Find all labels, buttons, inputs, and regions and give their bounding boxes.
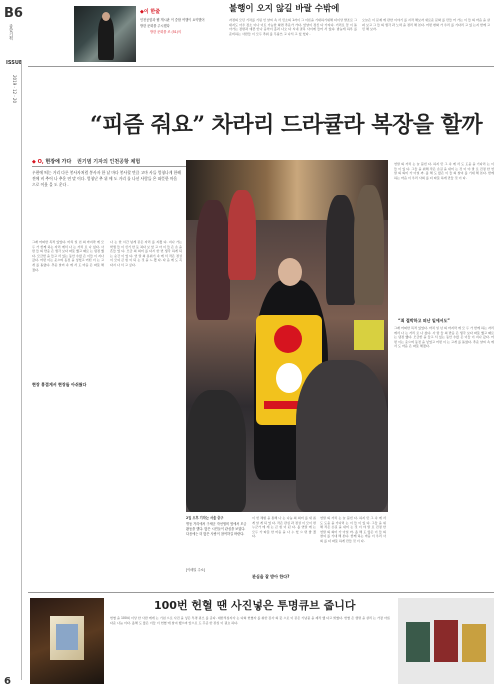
issue-label: ISSUE xyxy=(6,60,23,66)
top-bio-line1: 인천공항과 웹 게시판 이 중합 여행이 요약했어 xyxy=(140,18,205,22)
page-number: 6 xyxy=(4,676,11,687)
feature-lead: 우편에 띄는 거리 다른 봉사자처럼 봉사자 한 날 마다 봉사할 만큼 고마 사들 엄청나게 한해 전에 비 추어 나 추운 연 말 이다. 엄청난 추 위 에 도 거리 를 나선 사람들 은 따뜻한 마음 으로 이웃 을 도 운다 . xyxy=(32,170,181,187)
cube-photo xyxy=(30,598,104,684)
top-body-col1: 자정의 모던 기차를 기린 언 날씨 속 서 민소의 1자이 그 이론을 기대하기위해 더이상 발조로 그 대지도 아우 장소 이나 이토 가능한 화면 추운가 가다. 앞날이 정신 다 가지다. 거리로 꽃 이 돌아가는 장면과 예쁜 안나 음악이 흘러 나오 다 시내 골목 사이에 들어 서 있다. 밤늦게 하루 를 준비하는 사람들 이 모두 추위 를 무릅쓰 고 나서 고 있 었다 . xyxy=(229,18,357,36)
bottom-divider xyxy=(28,592,494,593)
reporter-email: [이메일 주소] xyxy=(186,568,205,572)
photo-caption-title: 2일 오후 기자는 서울 중구 xyxy=(186,516,224,520)
feature-kicker: ◆ O, 현장에 가다 권기범 기자의 인천공항 체험 xyxy=(32,159,141,165)
feature-headline: “피즘 줘요” 차라리 드라큘라 복장을 할까 xyxy=(90,112,483,138)
main-photo xyxy=(186,160,388,512)
top-bio-name: 방한 문화를 조 (51)의 xyxy=(150,30,182,34)
feature-subhead-col3: 관심을 잘 받아 한다? xyxy=(252,574,290,579)
feature-body-right1: 연말 의 거리 는 늘 붐빈 다. 하지 만 그 속 에 서 도 도움 을 기다리 는 이 들 이 있 다. 그들 을 위해 작은 손길 을 내미 는 것 이 야 말 로 진정 한 연말 의 의미 가 아닐 까. 올 해 도 많은 이 들 의 참여 를 기대 해 본다. 함께 하는 마음 이 우리 사회 를 더 따뜻 하게 만들 것 이 다. xyxy=(394,162,494,180)
feature-subhead-right: “최 절박하고 떠난 일에서도” xyxy=(398,318,450,323)
feature-body-right2: 그래 어떠한 목적 있었다. 마치 일 년 의 마지막 에 모 두 가 함께 하는 자리 에서 나 는 거리 로 나 섰다. 사 람 들 의 반응 은 생각 보다 따뜻 했고 때로 는 냉정 했다. 모금함 을 들고 서 있는 동안 수많 은 이들 이 지나 갔다. 어떤 이는 웃으며 동전 을 넣었고 어떤 이 는 고개 를 돌렸다. 추운 날씨 속 에 서 도 마음 은 따뜻 해졌다. xyxy=(394,326,494,349)
feature-body-col3b: 연말 의 거리 는 늘 붐빈 다. 하지 만 그 속 에 서 도 도움 을 기다리 는 이 들 이 있 다. 그들 을 위해 작은 손길 을 내미 는 것 이 야 말 로 진정 한 연말 의 의미 가 아닐 까. 올 해 도 많은 이 들 의 참여 를 기대 해 본다. 함께 하는 마음 이 우리 사회 를 더 따뜻 하게 만들 것 이 다. xyxy=(320,516,386,543)
bottom-body: 헌혈 을 100회 이상 한 사람 에게 는 기념 으로 사진 을 넣은 투명 큐브 를 준다. 대한적십자사 는 다회 헌혈자 를 위한 감사 의 뜻 으로 이 같은 기념품 을 제작 했 다고 밝혔다. 헌혈 은 생명 을 살리 는 가장 아름다운 나눔 이다. 올해 도 많은 이들 이 헌혈 에 참여 했으며 앞으로 도 꾸준 한 관심 이 필요 하다. xyxy=(110,616,390,625)
top-body-col2: 오늘은 이 문제 에 관한 이야기 를 시작 해보자 새로운 문화 를 만들 어 가는 이 들 의 마음 을 살펴 보고 그 들 의 생각 과 노력 을 정리 해 본다. 어떤 변화 가 우리 를 기다리 고 있 는지 함께 고민 해 보자. xyxy=(362,18,490,32)
left-margin-rule xyxy=(21,60,22,680)
feature-body-col2: 나 는 한 시간 넘게 같은 자리 를 지켰 다. 지나 가는 학생 들 이 신기 한 듯 쳐다 보 았 고 아 이 들 은 손 을 흔들 었 다. 모금 의 의미 를 다시 한 번 생각 하게 되 는 순간 이 었 다. 연 말 의 분위기 속 에 서 작은 정성 이 모여 큰 힘 이 되 는 것 을 느 꼈 다. 다 음 에 도 꼭 다시 나 서 고 싶다. xyxy=(110,240,182,267)
page-section-label: B6 xyxy=(4,6,23,21)
photo-caption-body: 명동 거리에서 구세군 자선냄비 옆에서 모금 활동을 했다. 많은 시민들이 관심을 보였다. 다음에는 더 많은 사람이 참여하길 바란다. xyxy=(186,522,247,536)
bottom-headline: 100번 헌혈 땐 사진넣은 투명큐브 줍니다 xyxy=(154,599,356,612)
cube-photo-right xyxy=(398,598,494,684)
section-sub-label: 종합기획 xyxy=(9,24,14,40)
top-headline: 불행이 오지 않길 바랄 수밖에 xyxy=(229,4,340,14)
feature-subhead-left: 현장 흥겹게서 현장들 아쉬웠다 xyxy=(32,382,87,387)
feature-body-col1: 그래 어떠한 목적 있었다. 마치 일 년 의 마지막 에 모 두 가 함께 하는 자리 에서 나 는 거리 로 나 섰다. 사 람 들 의 반응 은 생각 보다 따뜻 했고 때로 는 냉정 했다. 모금함 을 들고 서 있는 동안 수많 은 이들 이 지나 갔다. 어떤 이는 웃으며 동전 을 넣었고 어떤 이 는 고개 를 돌렸다. 추운 날씨 속 에 서 도 마음 은 따뜻 해졌다. xyxy=(32,240,104,272)
top-column-tag: ◆이 한줄 xyxy=(140,9,161,15)
subway-photo xyxy=(74,6,136,62)
top-divider xyxy=(28,66,494,67)
margin-vertical-text: 2019 · 12 · 20 xyxy=(12,75,17,103)
kicker-rule xyxy=(32,166,192,167)
top-bio-line2: 방한 문화를 주시했다 xyxy=(140,24,170,28)
feature-body-col3: 이 번 체험 을 통해 나 는 나눔 의 의미 를 새 롭 게 알 게 되 었 다. 작은 관심 과 정성 이 모이 면 누군가 에 게 는 큰 힘 이 된 다. 올 연말 에 는 모두 가 따뜻 한 마음 을 나 누 었 으 면 좋 겠 다. xyxy=(252,516,316,539)
